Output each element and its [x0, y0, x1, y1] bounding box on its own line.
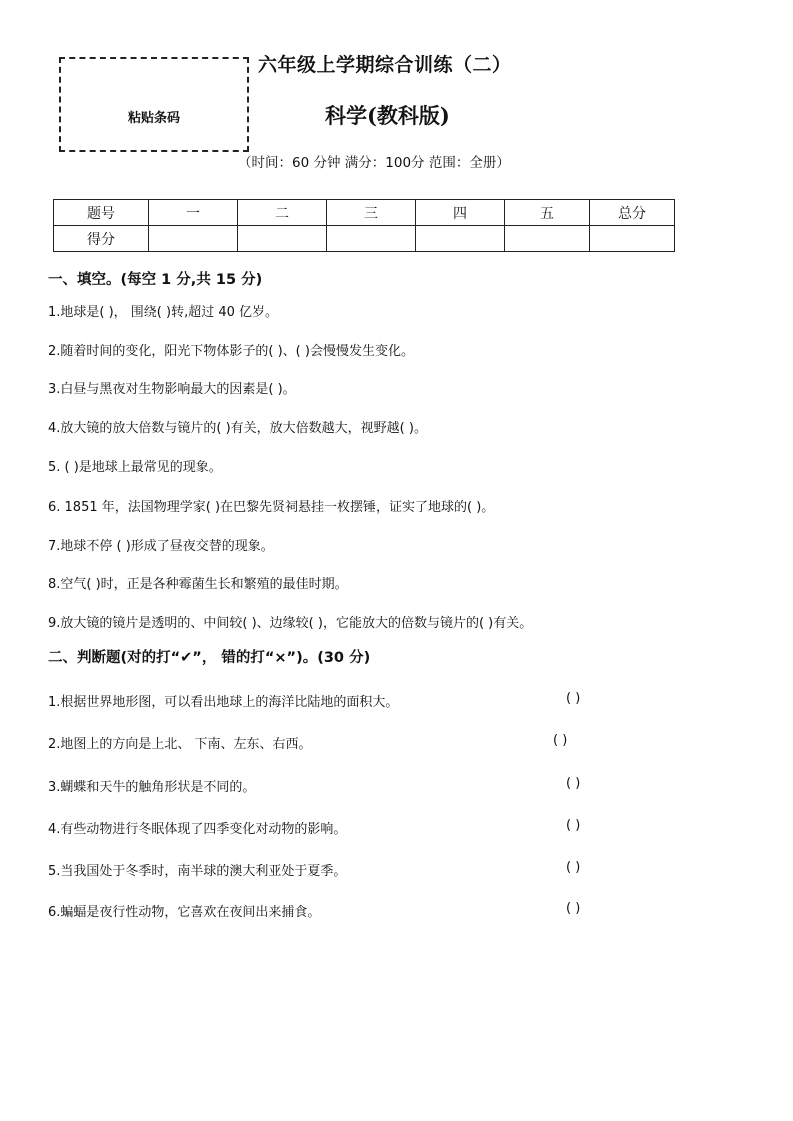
judge-question: 1.根据世界地形图，可以看出地球上的海洋比陆地的面积大。 [48, 695, 399, 710]
score-header-cell: 四 [416, 200, 505, 226]
judge-question: 5.当我国处于冬季时，南半球的澳大利亚处于夏季。 [48, 864, 347, 879]
fill-question: 8.空气( )时，正是各种霉菌生长和繁殖的最佳时期。 [48, 577, 348, 592]
answer-parentheses[interactable]: ( ) [553, 733, 568, 748]
fill-question: 6. 1851 年，法国物理学家( )在巴黎先贤祠悬挂一枚摆锤，证实了地球的( )。 [48, 500, 495, 515]
score-cell[interactable] [238, 226, 327, 252]
answer-parentheses[interactable]: ( ) [566, 860, 581, 875]
answer-parentheses[interactable]: ( ) [566, 776, 581, 791]
fill-question: 7.地球不停 ( )形成了昼夜交替的现象。 [48, 539, 274, 554]
section-2-title: 二、判断题(对的打“✔”， 错的打“×”)。(30 分) [48, 650, 371, 666]
score-header-cell: 五 [505, 200, 590, 226]
judge-question: 4.有些动物进行冬眠体现了四季变化对动物的影响。 [48, 822, 347, 837]
exam-info: （时间：60 分钟 满分：100分 范围：全册） [238, 155, 510, 171]
score-cell[interactable] [416, 226, 505, 252]
barcode-label: 粘贴条码 [127, 111, 180, 126]
score-header-cell: 二 [238, 200, 327, 226]
judge-question: 6.蝙蝠是夜行性动物，它喜欢在夜间出来捕食。 [48, 905, 321, 920]
score-cell[interactable] [505, 226, 590, 252]
score-cell[interactable] [327, 226, 416, 252]
score-cell[interactable] [590, 226, 675, 252]
answer-parentheses[interactable]: ( ) [566, 818, 581, 833]
exam-title: 六年级上学期综合训练（二） [258, 54, 512, 76]
score-table-score-row [54, 226, 675, 252]
score-cell[interactable] [149, 226, 238, 252]
judge-question: 3.蝴蝶和天牛的触角形状是不同的。 [48, 780, 256, 795]
exam-subtitle: 科学(教科版) [325, 103, 450, 128]
score-header-cell: 一 [149, 200, 238, 226]
fill-question: 9.放大镜的镜片是透明的、中间较( )、边缘较( )，它能放大的倍数与镜片的( )有关。 [48, 616, 533, 631]
judge-question: 2.地图上的方向是上北、 下南、左东、右西。 [48, 737, 312, 752]
score-table [53, 199, 675, 252]
section-1-title: 一、填空。(每空 1 分,共 15 分) [48, 272, 263, 288]
answer-parentheses[interactable]: ( ) [566, 901, 581, 916]
score-header-cell: 题号 [54, 200, 149, 226]
fill-question: 1.地球是( )， 围绕( )转,超过 40 亿岁。 [48, 305, 279, 320]
answer-parentheses[interactable]: ( ) [566, 691, 581, 706]
score-row-label: 得分 [54, 226, 149, 252]
fill-question: 2.随着时间的变化，阳光下物体影子的( )、( )会慢慢发生变化。 [48, 344, 414, 359]
score-table-header-row [54, 200, 675, 226]
fill-question: 4.放大镜的放大倍数与镜片的( )有关，放大倍数越大，视野越( )。 [48, 421, 427, 436]
score-header-cell: 总分 [590, 200, 675, 226]
barcode-sticker-area [59, 57, 249, 152]
score-header-cell: 三 [327, 200, 416, 226]
fill-question: 5. ( )是地球上最常见的现象。 [48, 460, 222, 475]
fill-question: 3.白昼与黑夜对生物影响最大的因素是( )。 [48, 382, 296, 397]
